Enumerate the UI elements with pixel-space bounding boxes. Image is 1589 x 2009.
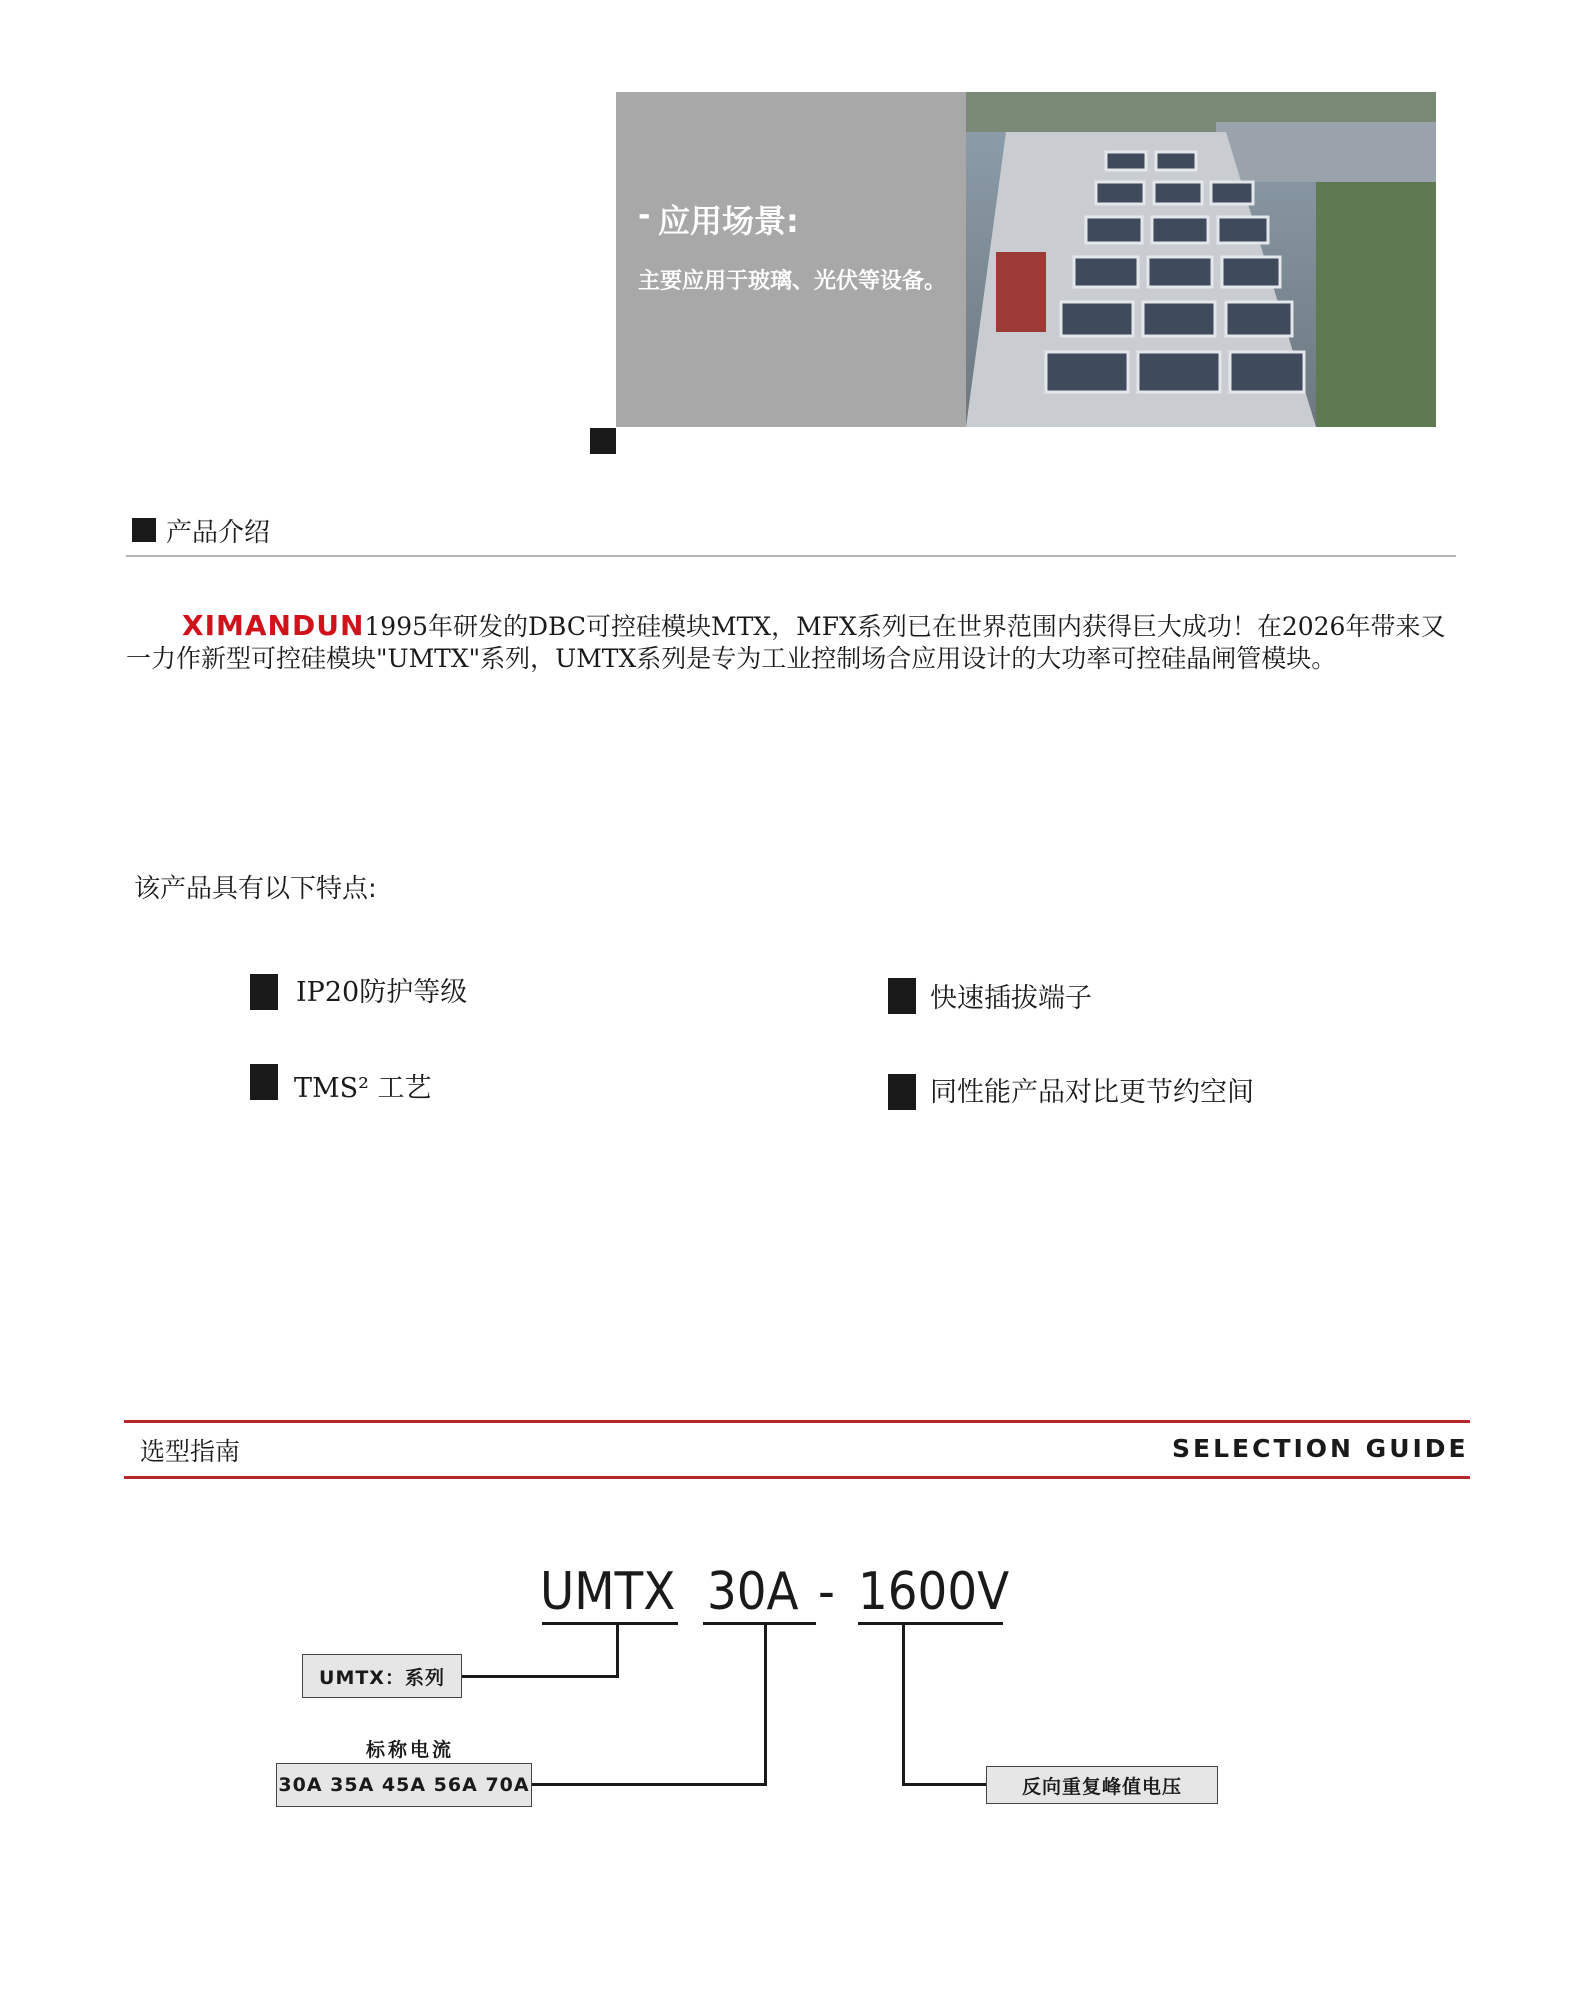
solar-roof-photo bbox=[966, 92, 1436, 427]
intro-heading: 产品介绍 bbox=[166, 518, 271, 548]
features-title: 该产品具有以下特点: bbox=[134, 874, 377, 904]
feature-item: IP20防护等级 bbox=[296, 977, 468, 1008]
model-current-code: 30A bbox=[707, 1562, 799, 1622]
intro-body: 1995年研发的DBC可控硅模块MTX，MFX系列已在世界范围内获得巨大成功！在2026年带来又一力作新型可控硅模块"UMTX"系列，UMTX系列是专为工业控制场合应用设计的大功率可控硅晶闸管模块。 bbox=[126, 612, 1446, 673]
current-values-box: 30A 35A 45A 56A 70A bbox=[276, 1763, 532, 1807]
voltage-connector bbox=[902, 1622, 905, 1786]
series-label-box: UMTX：系列 bbox=[302, 1654, 462, 1698]
solar-roof-illustration bbox=[966, 92, 1436, 427]
brand-name: XIMANDUN bbox=[182, 609, 365, 642]
feature-bullet-icon bbox=[250, 974, 278, 1010]
model-voltage-code: 1600V bbox=[858, 1562, 1010, 1622]
feature-bullet-icon bbox=[888, 1074, 916, 1110]
series-connector bbox=[616, 1622, 619, 1678]
feature-bullet-icon bbox=[250, 1064, 278, 1100]
model-series-code: UMTX bbox=[540, 1562, 676, 1622]
guide-title-en: SELECTION GUIDE bbox=[1172, 1434, 1469, 1463]
banner-text-panel bbox=[616, 92, 966, 427]
section-divider bbox=[126, 555, 1456, 557]
current-underline bbox=[703, 1622, 816, 1625]
voltage-underline bbox=[858, 1622, 1003, 1625]
feature-item: 同性能产品对比更节约空间 bbox=[930, 1077, 1254, 1108]
banner-subtitle: 主要应用于玻璃、光伏等设备。 bbox=[638, 269, 947, 294]
current-caption: 标称电流 bbox=[366, 1739, 455, 1761]
voltage-connector bbox=[902, 1783, 986, 1786]
feature-item: TMS² 工艺 bbox=[294, 1073, 432, 1104]
section-bullet-icon bbox=[132, 518, 156, 542]
current-connector bbox=[764, 1622, 767, 1786]
banner-dash: - bbox=[638, 198, 651, 233]
current-connector bbox=[532, 1783, 767, 1786]
model-dash: - bbox=[818, 1562, 835, 1622]
intro-paragraph bbox=[126, 610, 1456, 675]
voltage-label-box: 反向重复峰值电压 bbox=[986, 1766, 1218, 1804]
guide-title-cn: 选型指南 bbox=[140, 1437, 241, 1466]
banner-corner-square bbox=[590, 428, 616, 454]
guide-bottom-rule bbox=[124, 1476, 1470, 1479]
feature-item: 快速插拔端子 bbox=[930, 983, 1092, 1014]
series-underline bbox=[542, 1622, 678, 1625]
banner-title: 应用场景: bbox=[658, 202, 799, 240]
feature-bullet-icon bbox=[888, 978, 916, 1014]
series-connector bbox=[462, 1675, 619, 1678]
guide-top-rule bbox=[124, 1420, 1470, 1423]
